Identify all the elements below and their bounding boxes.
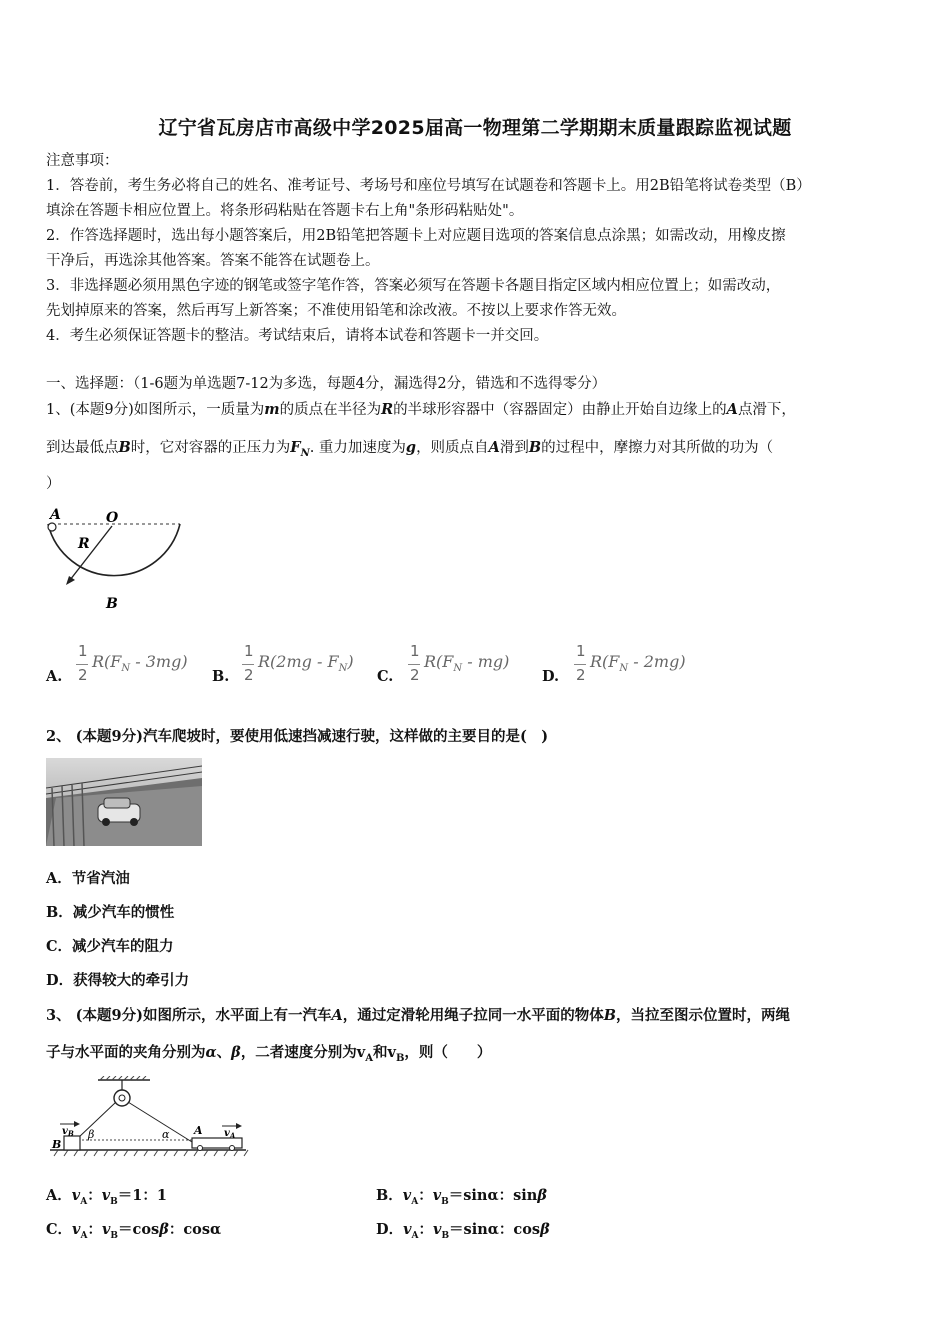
car-on-slope-image bbox=[46, 758, 202, 846]
label-B: B bbox=[106, 596, 118, 612]
label-beta: β bbox=[88, 1128, 95, 1141]
q3-option-a[interactable]: A．$v_A$：$v_B=1$：1 bbox=[46, 1187, 167, 1207]
q2-option-c[interactable]: C．减少汽车的阻力 bbox=[46, 938, 174, 955]
block-B bbox=[64, 1136, 80, 1150]
label-A: A bbox=[194, 1124, 203, 1137]
q2-option-d[interactable]: D．获得较大的牵引力 bbox=[46, 972, 190, 989]
label-alpha: α bbox=[162, 1128, 170, 1141]
q1-option-letter: B. bbox=[212, 668, 230, 685]
q1-option-c[interactable]: 1 2 $R(F_N - mg)$ bbox=[410, 642, 510, 684]
q2-stem: 2、 (本题9分)汽车爬坡时，要使用低速挡减速行驶，这样做的主要目的是( ) bbox=[46, 728, 549, 745]
particle-circle bbox=[48, 523, 56, 531]
q3-stem-line2: 子与水平面的夹角分别为α、β，二者速度分别为$v_A$和$v_B$，则（ ） bbox=[46, 1044, 492, 1064]
q1-option-d[interactable]: 1 2 $R(F_N - 2mg)$ bbox=[576, 642, 686, 684]
q1-stem-line2: 到达最低点B时，它对容器的正压力为$F_N$. 重力加速度为g，则质点自A滑到B的过程中，摩擦力对其所做的功为（ bbox=[46, 439, 774, 459]
q3-option-b[interactable]: B．$v_A$：$v_B=\sin\alpha$：sinβ bbox=[376, 1187, 547, 1207]
page-title: 辽宁省瓦房店市高级中学2025届高一物理第二学期期末质量跟踪监视试题 bbox=[158, 117, 792, 139]
rope-to-A bbox=[128, 1102, 192, 1142]
radius-arrowhead bbox=[66, 576, 75, 585]
notice-heading: 注意事项： bbox=[46, 153, 119, 169]
label-vB: $v_B$ bbox=[62, 1126, 74, 1138]
q1-option-letter: A. bbox=[46, 668, 63, 685]
q2-option-b[interactable]: B．减少汽车的惯性 bbox=[46, 904, 175, 921]
hemisphere-arc bbox=[48, 524, 180, 576]
notice-line: 4．考生必须保证答题卡的整洁。考试结束后，请将本试卷和答题卡一并交回。 bbox=[46, 328, 549, 344]
notice-line: 2．作答选择题时，选出每小题答案后，用2B铅笔把答题卡上对应题目选项的答案信息点涂黑；如需改动，用橡皮擦 bbox=[46, 228, 786, 244]
car-on-slope-photo bbox=[46, 758, 202, 846]
q3-option-d[interactable]: D．$v_A$：$v_B=\sin\alpha$：cosβ bbox=[376, 1221, 550, 1241]
q1-option-b[interactable]: 1 2 $R(2mg - F_N)$ bbox=[244, 642, 354, 684]
label-vA: $v_A$ bbox=[224, 1128, 236, 1140]
q1-stem-line1: 1、(本题9分)如图所示，一质量为m的质点在半径为R的半球形容器中（容器固定）由静止开始自边缘上的A点滑下， bbox=[46, 401, 796, 418]
rope-to-B bbox=[78, 1102, 116, 1138]
notice-line: 3．非选择题必须用黑色字迹的钢笔或签字笔作答，答案必须写在答题卡各题目指定区域内相应位置上；如需改动， bbox=[46, 278, 781, 294]
section-heading: 一、选择题：（1-6题为单选题7-12为多选，每题4分，漏选得2分，错选和不选得零分） bbox=[46, 376, 607, 392]
label-B: B bbox=[52, 1138, 62, 1151]
notice-line: 填涂在答题卡相应位置上。将条形码粘贴在答题卡右上角"条形码粘贴处"。 bbox=[46, 203, 524, 219]
label-A: A bbox=[50, 507, 61, 523]
label-O: O bbox=[106, 510, 119, 526]
q1-option-letter: C. bbox=[377, 668, 394, 685]
q1-option-letter: D. bbox=[542, 668, 560, 685]
notice-line: 1．答卷前，考生务必将自己的姓名、准考证号、考场号和座位号填写在试题卷和答题卡上。用2B铅笔将试卷类型（B） bbox=[46, 178, 811, 194]
q3-stem-line1: 3、 (本题9分)如图所示，水平面上有一汽车A，通过定滑轮用绳子拉同一水平面的物体B，当拉至图示位置时，两绳 bbox=[46, 1007, 790, 1024]
ground-hatch bbox=[54, 1150, 248, 1156]
q2-option-a[interactable]: A．节省汽油 bbox=[46, 870, 130, 887]
notice-line: 干净后，再选涂其他答案。答案不能答在试题卷上。 bbox=[46, 253, 380, 269]
q3-option-c[interactable]: C．$v_A$：$v_B=\cos\beta$：cosα bbox=[46, 1221, 222, 1241]
pulley-figure bbox=[46, 1076, 250, 1162]
notice-line: 先划掉原来的答案，然后再写上新答案；不准使用铅笔和涂改液。不按以上要求作答无效。 bbox=[46, 303, 626, 319]
hemisphere-figure bbox=[40, 502, 190, 614]
q1-stem-line3: ） bbox=[46, 476, 61, 492]
q1-option-a[interactable]: 1 2 $R(F_N - 3mg)$ bbox=[78, 642, 188, 684]
label-R: R bbox=[78, 536, 90, 552]
